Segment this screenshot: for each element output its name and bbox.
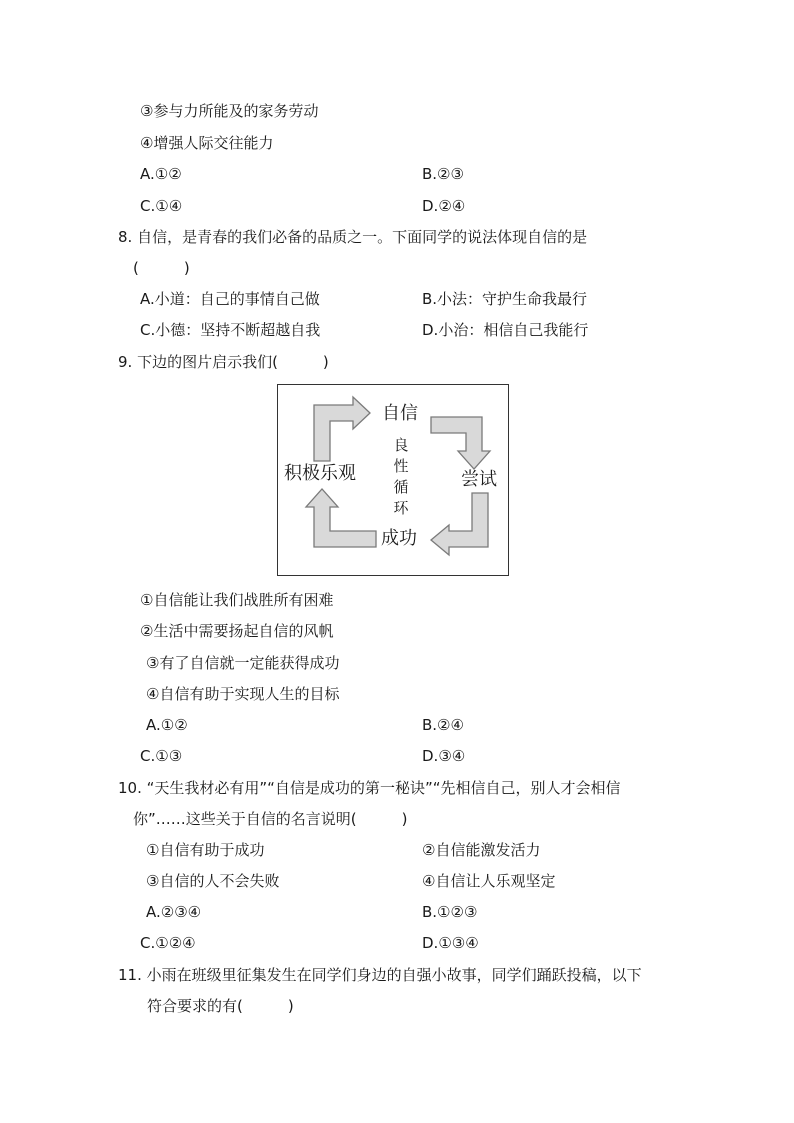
- diagram-label-top: 自信: [382, 403, 418, 424]
- choice-d: D.③④: [422, 747, 466, 765]
- option-2: ②生活中需要扬起自信的风帆: [140, 622, 334, 640]
- option-4: ④自信让人乐观坚定: [422, 872, 556, 890]
- option-2: ②自信能激发活力: [422, 841, 541, 859]
- choice-c: C.①④: [140, 197, 183, 215]
- answer-bracket: ( ): [133, 259, 190, 277]
- question-10-stem: 10. “天生我材必有用”“自信是成功的第一秘诀”“先相信自己，别人才会相信: [118, 779, 621, 797]
- option-4: ④自信有助于实现人生的目标: [146, 685, 340, 703]
- question-9-stem: 9. 下边的图片启示我们( ): [118, 353, 329, 371]
- virtuous-cycle-diagram: [277, 384, 509, 576]
- choice-a: A.①②: [146, 716, 188, 734]
- arrow-right-down: [431, 417, 490, 469]
- question-11-stem-cont: 符合要求的有( ): [147, 997, 294, 1015]
- arrow-up-right: [314, 397, 370, 461]
- choice-d: D.②④: [422, 197, 466, 215]
- arrow-down-left: [431, 493, 488, 555]
- choice-d: D.①③④: [422, 934, 479, 952]
- option-3: ③有了自信就一定能获得成功: [146, 654, 340, 672]
- choice-a: A.①②: [140, 165, 182, 183]
- arrow-left-up: [306, 489, 376, 547]
- diagram-label-bottom: 成功: [381, 528, 417, 549]
- choice-c: C.①②④: [140, 934, 196, 952]
- option-3: ③自信的人不会失败: [146, 872, 280, 890]
- question-11-stem: 11. 小雨在班级里征集发生在同学们身边的自强小故事，同学们踊跃投稿，以下: [118, 966, 642, 984]
- choice-a: A.②③④: [146, 903, 202, 921]
- question-8-stem: 8. 自信，是青春的我们必备的品质之一。下面同学的说法体现自信的是: [118, 228, 588, 246]
- choice-c: C.①③: [140, 747, 183, 765]
- choice-b: B.②③: [422, 165, 464, 183]
- option-1: ①自信能让我们战胜所有困难: [140, 591, 334, 609]
- diagram-label-left: 积极乐观: [284, 463, 356, 484]
- diagram-label-right: 尝试: [461, 469, 497, 490]
- option-3: ③参与力所能及的家务劳动: [140, 102, 319, 120]
- choice-b: B.小法：守护生命我最行: [422, 290, 588, 308]
- choice-b: B.①②③: [422, 903, 478, 921]
- diagram-center-char: 良: [393, 436, 409, 454]
- diagram-center-char: 环: [393, 499, 409, 517]
- choice-b: B.②④: [422, 716, 464, 734]
- choice-d: D.小治：相信自己我能行: [422, 321, 589, 339]
- choice-c: C.小德：坚持不断超越自我: [140, 321, 321, 339]
- option-1: ①自信有助于成功: [146, 841, 265, 859]
- choice-a: A.小道：自己的事情自己做: [140, 290, 320, 308]
- option-4: ④增强人际交往能力: [140, 134, 274, 152]
- question-10-stem-cont: 你”……这些关于自信的名言说明( ): [133, 810, 408, 828]
- diagram-center-char: 性: [393, 457, 409, 475]
- diagram-center-char: 循: [393, 478, 409, 496]
